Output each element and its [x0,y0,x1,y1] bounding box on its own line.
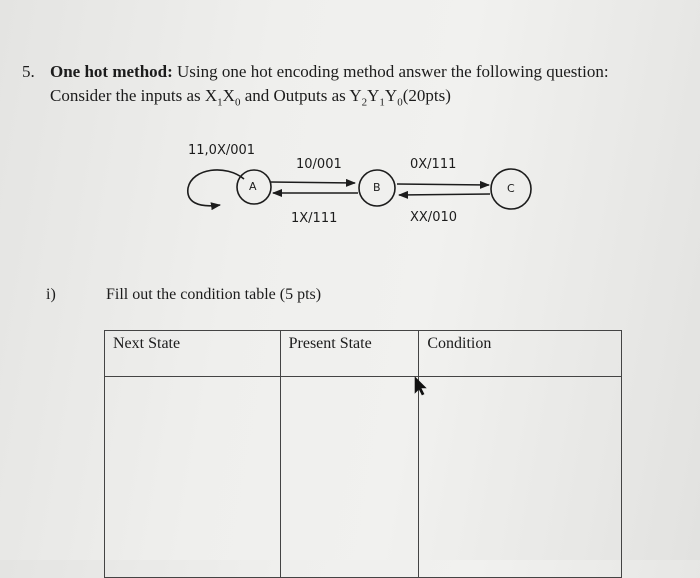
y-sub-0: 0 [397,96,403,109]
question-line-1-text: Using one hot encoding method answer the following question: [177,62,609,81]
part-instruction: Fill out the condition table (5 pts) [106,286,322,303]
header-next-state: Next State [105,331,281,377]
inputs-prefix: Consider the inputs as X [50,86,218,105]
self-loop-a [188,170,244,206]
table-header-row [105,331,622,377]
label-b-to-a: 1X/111 [291,211,338,226]
x-sub-1: 1 [217,96,223,109]
question-title: One hot method: [50,62,173,81]
header-condition: Condition [419,331,622,377]
x-sub-0: 0 [234,96,241,109]
condition-table [104,330,622,578]
state-b-label: B [373,181,381,194]
label-self-loop-a: 11,0X/001 [188,143,256,158]
y-sub-2: 2 [361,96,368,109]
question-number: 5. [22,62,35,81]
label-c-to-b: XX/010 [410,210,458,225]
points-label: (20pts) [402,86,451,105]
state-diagram [0,0,700,260]
y-symbol-1: Y [367,86,380,105]
label-a-to-b: 10/001 [296,157,342,172]
cell-condition[interactable] [419,377,622,578]
transition-a-to-b [270,182,355,183]
state-a-label: A [249,180,257,193]
header-present-state: Present State [280,331,419,377]
mouse-cursor-icon [414,376,428,396]
y-symbol-0: Y [384,86,398,105]
transition-c-to-b [399,194,490,195]
outputs-prefix: and Outputs as Y [240,86,362,105]
label-b-to-c: 0X/111 [410,157,457,172]
cell-next-state[interactable] [105,377,281,578]
x-symbol: X [222,86,235,105]
state-c-label: C [507,182,515,195]
cell-present-state[interactable] [280,377,419,578]
table-row [105,377,622,578]
part-number: i) [46,286,56,303]
y-sub-1: 1 [379,96,385,109]
transition-b-to-c [397,184,489,185]
